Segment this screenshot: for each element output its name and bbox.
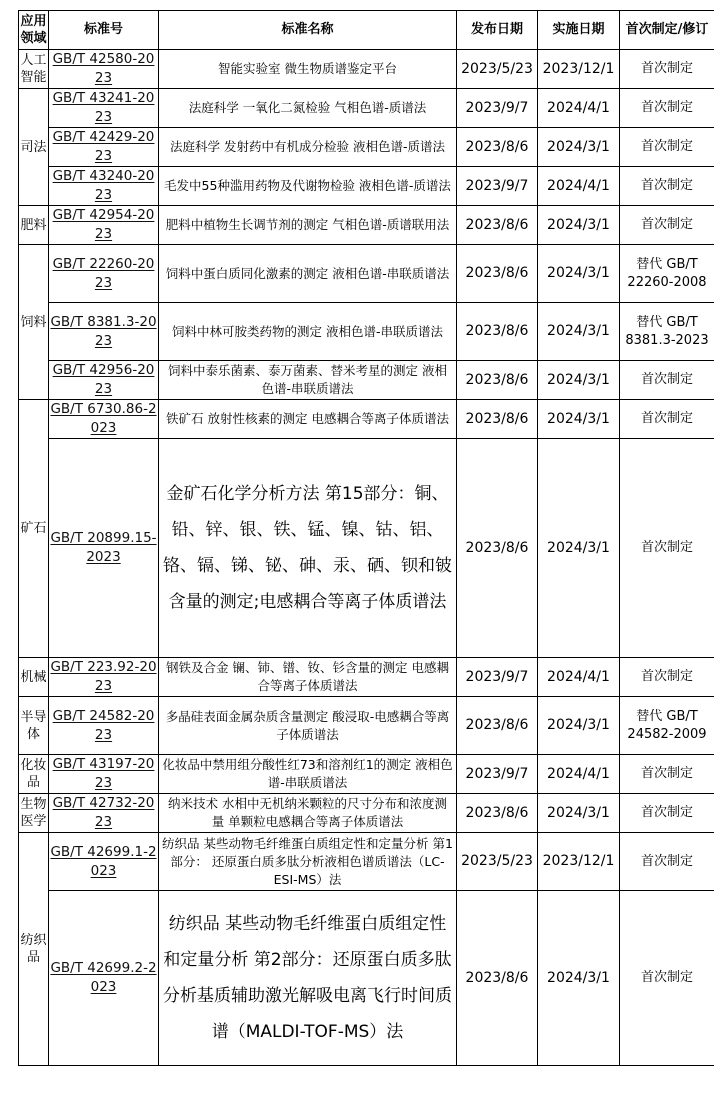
table-row bbox=[19, 303, 714, 361]
issue-date: 2023/8/6 bbox=[457, 697, 538, 755]
standard-number-link[interactable]: GB/T 20899.15-2023 bbox=[49, 439, 159, 658]
field-cell: 生物医学 bbox=[19, 794, 49, 833]
implementation-date: 2024/3/1 bbox=[538, 128, 620, 167]
standard-name: 纳米技术 水相中无机纳米颗粒的尺寸分布和浓度测量 单颗粒电感耦合等离子体质谱法 bbox=[159, 794, 457, 833]
table-row bbox=[19, 50, 714, 89]
issue-date: 2023/9/7 bbox=[457, 167, 538, 206]
issue-date: 2023/5/23 bbox=[457, 50, 538, 89]
standard-number-link[interactable]: GB/T 42699.1-2023 bbox=[49, 833, 159, 891]
table-row bbox=[19, 658, 714, 697]
implementation-date: 2024/4/1 bbox=[538, 755, 620, 794]
field-cell: 肥料 bbox=[19, 206, 49, 245]
standard-number-link[interactable]: GB/T 42699.2-2023 bbox=[49, 891, 159, 1066]
standard-number-link[interactable]: GB/T 42429-2023 bbox=[49, 128, 159, 167]
standard-number-link[interactable]: GB/T 43240-2023 bbox=[49, 167, 159, 206]
revision-note: 首次制定 bbox=[620, 658, 714, 697]
revision-note: 首次制定 bbox=[620, 833, 714, 891]
issue-date: 2023/8/6 bbox=[457, 891, 538, 1066]
field-cell: 司法 bbox=[19, 89, 49, 206]
implementation-date: 2024/3/1 bbox=[538, 400, 620, 439]
header-first-or-revision: 首次制定/修订 bbox=[620, 11, 714, 50]
revision-note: 首次制定 bbox=[620, 128, 714, 167]
field-cell: 机械 bbox=[19, 658, 49, 697]
revision-note: 首次制定 bbox=[620, 439, 714, 658]
standard-name: 饲料中蛋白质同化激素的测定 液相色谱-串联质谱法 bbox=[159, 245, 457, 303]
standard-number-link[interactable]: GB/T 42732-2023 bbox=[49, 794, 159, 833]
table-row bbox=[19, 206, 714, 245]
table-row bbox=[19, 891, 714, 1066]
issue-date: 2023/8/6 bbox=[457, 794, 538, 833]
header-issue-date: 发布日期 bbox=[457, 11, 538, 50]
implementation-date: 2023/12/1 bbox=[538, 833, 620, 891]
issue-date: 2023/8/6 bbox=[457, 128, 538, 167]
table-row bbox=[19, 755, 714, 794]
implementation-date: 2024/3/1 bbox=[538, 439, 620, 658]
table-row bbox=[19, 167, 714, 206]
header-standard-name: 标准名称 bbox=[159, 11, 457, 50]
standard-name: 金矿石化学分析方法 第15部分：铜、铅、锌、银、铁、锰、镍、钴、铝、铬、镉、锑、铋、砷、汞、硒、钡和铍含量的测定;电感耦合等离子体质谱法 bbox=[159, 439, 457, 658]
implementation-date: 2024/3/1 bbox=[538, 245, 620, 303]
standard-name: 毛发中55种滥用药物及代谢物检验 液相色谱-质谱法 bbox=[159, 167, 457, 206]
standard-number-link[interactable]: GB/T 43197-2023 bbox=[49, 755, 159, 794]
revision-note: 首次制定 bbox=[620, 89, 714, 128]
implementation-date: 2023/12/1 bbox=[538, 50, 620, 89]
implementation-date: 2024/3/1 bbox=[538, 891, 620, 1066]
implementation-date: 2024/3/1 bbox=[538, 206, 620, 245]
header-standard-number: 标准号 bbox=[49, 11, 159, 50]
field-cell: 化妆品 bbox=[19, 755, 49, 794]
revision-note: 首次制定 bbox=[620, 891, 714, 1066]
revision-note: 首次制定 bbox=[620, 206, 714, 245]
issue-date: 2023/9/7 bbox=[457, 658, 538, 697]
field-cell: 纺织品 bbox=[19, 833, 49, 1066]
issue-date: 2023/8/6 bbox=[457, 439, 538, 658]
issue-date: 2023/9/7 bbox=[457, 755, 538, 794]
table-row bbox=[19, 833, 714, 891]
table-row bbox=[19, 400, 714, 439]
standard-name: 法庭科学 发射药中有机成分检验 液相色谱-质谱法 bbox=[159, 128, 457, 167]
table-row bbox=[19, 794, 714, 833]
table-row bbox=[19, 361, 714, 400]
standard-number-link[interactable]: GB/T 8381.3-2023 bbox=[49, 303, 159, 361]
revision-note: 替代 GB/T 22260-2008 bbox=[620, 245, 714, 303]
table-row bbox=[19, 439, 714, 658]
field-cell: 半导体 bbox=[19, 697, 49, 755]
issue-date: 2023/8/6 bbox=[457, 303, 538, 361]
standard-number-link[interactable]: GB/T 42954-2023 bbox=[49, 206, 159, 245]
standard-name: 钢铁及合金 镧、铈、镨、钕、钐含量的测定 电感耦合等离子体质谱法 bbox=[159, 658, 457, 697]
field-cell: 饲料 bbox=[19, 245, 49, 400]
table-row bbox=[19, 697, 714, 755]
standard-name: 智能实验室 微生物质谱鉴定平台 bbox=[159, 50, 457, 89]
field-cell: 人工智能 bbox=[19, 50, 49, 89]
standard-number-link[interactable]: GB/T 24582-2023 bbox=[49, 697, 159, 755]
revision-note: 首次制定 bbox=[620, 361, 714, 400]
revision-note: 首次制定 bbox=[620, 400, 714, 439]
issue-date: 2023/8/6 bbox=[457, 361, 538, 400]
revision-note: 首次制定 bbox=[620, 755, 714, 794]
standard-name: 纺织品 某些动物毛纤维蛋白质组定性和定量分析 第2部分：还原蛋白质多肽分析基质辅助激光解吸电离飞行时间质谱（MALDI-TOF-MS）法 bbox=[159, 891, 457, 1066]
standard-name: 纺织品 某些动物毛纤维蛋白质组定性和定量分析 第1部分： 还原蛋白质多肽分析液相色谱质谱法（LC-ESI-MS）法 bbox=[159, 833, 457, 891]
implementation-date: 2024/3/1 bbox=[538, 697, 620, 755]
issue-date: 2023/5/23 bbox=[457, 833, 538, 891]
standard-number-link[interactable]: GB/T 42956-2023 bbox=[49, 361, 159, 400]
revision-note: 首次制定 bbox=[620, 794, 714, 833]
header-implementation-date: 实施日期 bbox=[538, 11, 620, 50]
standard-name: 化妆品中禁用组分酸性红73和溶剂红1的测定 液相色谱-串联质谱法 bbox=[159, 755, 457, 794]
table-row bbox=[19, 89, 714, 128]
issue-date: 2023/8/6 bbox=[457, 400, 538, 439]
table-row bbox=[19, 128, 714, 167]
standard-name: 饲料中林可胺类药物的测定 液相色谱-串联质谱法 bbox=[159, 303, 457, 361]
standard-number-link[interactable]: GB/T 43241-2023 bbox=[49, 89, 159, 128]
implementation-date: 2024/4/1 bbox=[538, 167, 620, 206]
header-field: 应用领域 bbox=[19, 11, 49, 50]
standard-name: 铁矿石 放射性核素的测定 电感耦合等离子体质谱法 bbox=[159, 400, 457, 439]
standard-name: 法庭科学 一氧化二氮检验 气相色谱-质谱法 bbox=[159, 89, 457, 128]
table-row bbox=[19, 245, 714, 303]
standard-number-link[interactable]: GB/T 42580-2023 bbox=[49, 50, 159, 89]
standard-number-link[interactable]: GB/T 223.92-2023 bbox=[49, 658, 159, 697]
standard-number-link[interactable]: GB/T 6730.86-2023 bbox=[49, 400, 159, 439]
revision-note: 替代 GB/T 8381.3-2023 bbox=[620, 303, 714, 361]
implementation-date: 2024/4/1 bbox=[538, 658, 620, 697]
standard-name: 饲料中泰乐菌素、泰万菌素、替米考星的测定 液相色谱-串联质谱法 bbox=[159, 361, 457, 400]
implementation-date: 2024/4/1 bbox=[538, 89, 620, 128]
revision-note: 替代 GB/T 24582-2009 bbox=[620, 697, 714, 755]
standard-number-link[interactable]: GB/T 22260-2023 bbox=[49, 245, 159, 303]
standard-name: 肥料中植物生长调节剂的测定 气相色谱-质谱联用法 bbox=[159, 206, 457, 245]
issue-date: 2023/8/6 bbox=[457, 245, 538, 303]
revision-note: 首次制定 bbox=[620, 50, 714, 89]
field-cell: 矿石 bbox=[19, 400, 49, 658]
issue-date: 2023/8/6 bbox=[457, 206, 538, 245]
standards-table bbox=[18, 10, 714, 1066]
header-row bbox=[19, 11, 714, 50]
revision-note: 首次制定 bbox=[620, 167, 714, 206]
implementation-date: 2024/3/1 bbox=[538, 361, 620, 400]
issue-date: 2023/9/7 bbox=[457, 89, 538, 128]
implementation-date: 2024/3/1 bbox=[538, 303, 620, 361]
implementation-date: 2024/3/1 bbox=[538, 794, 620, 833]
standard-name: 多晶硅表面金属杂质含量测定 酸浸取-电感耦合等离子体质谱法 bbox=[159, 697, 457, 755]
